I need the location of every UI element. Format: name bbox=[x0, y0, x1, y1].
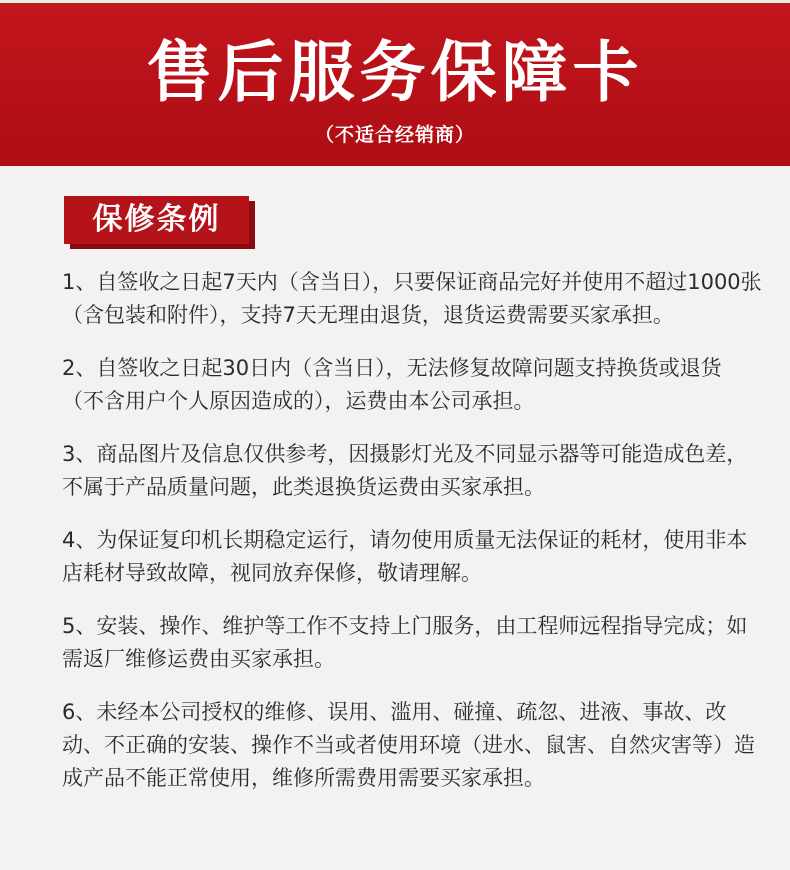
warranty-terms-list bbox=[62, 266, 762, 815]
warranty-term-1: 1、自签收之日起7天内（含当日），只要保证商品完好并使用不超过1000张（含包装和附件），支持7天无理由退货，退货运费需要买家承担。 bbox=[62, 270, 762, 327]
warranty-term-5: 5、安装、操作、维护等工作不支持上门服务，由工程师远程指导完成；如需返厂维修运费由买家承担。 bbox=[62, 614, 748, 671]
header-banner bbox=[0, 0, 790, 166]
section-heading: 保修条例 bbox=[64, 196, 249, 244]
warranty-term-3: 3、商品图片及信息仅供参考，因摄影灯光及不同显示器等可能造成色差，不属于产品质量问题，此类退换货运费由买家承担。 bbox=[62, 442, 748, 499]
page-subtitle: （不适合经销商） bbox=[314, 124, 475, 146]
warranty-term-4: 4、为保证复印机长期稳定运行，请勿使用质量无法保证的耗材，使用非本店耗材导致故障，视同放弃保修，敬请理解。 bbox=[62, 528, 748, 585]
page-title: 售后服务保障卡 bbox=[146, 34, 644, 111]
warranty-term-2: 2、自签收之日起30日内（含当日），无法修复故障问题支持换货或退货（不含用户个人原因造成的），运费由本公司承担。 bbox=[62, 356, 722, 413]
warranty-term-6: 6、未经本公司授权的维修、误用、滥用、碰撞、疏忽、进液、事故、改动、不正确的安装、操作不当或者使用环境（进水、鼠害、自然灾害等）造成产品不能正常使用，维修所需费用需要买家承担。 bbox=[62, 700, 755, 790]
